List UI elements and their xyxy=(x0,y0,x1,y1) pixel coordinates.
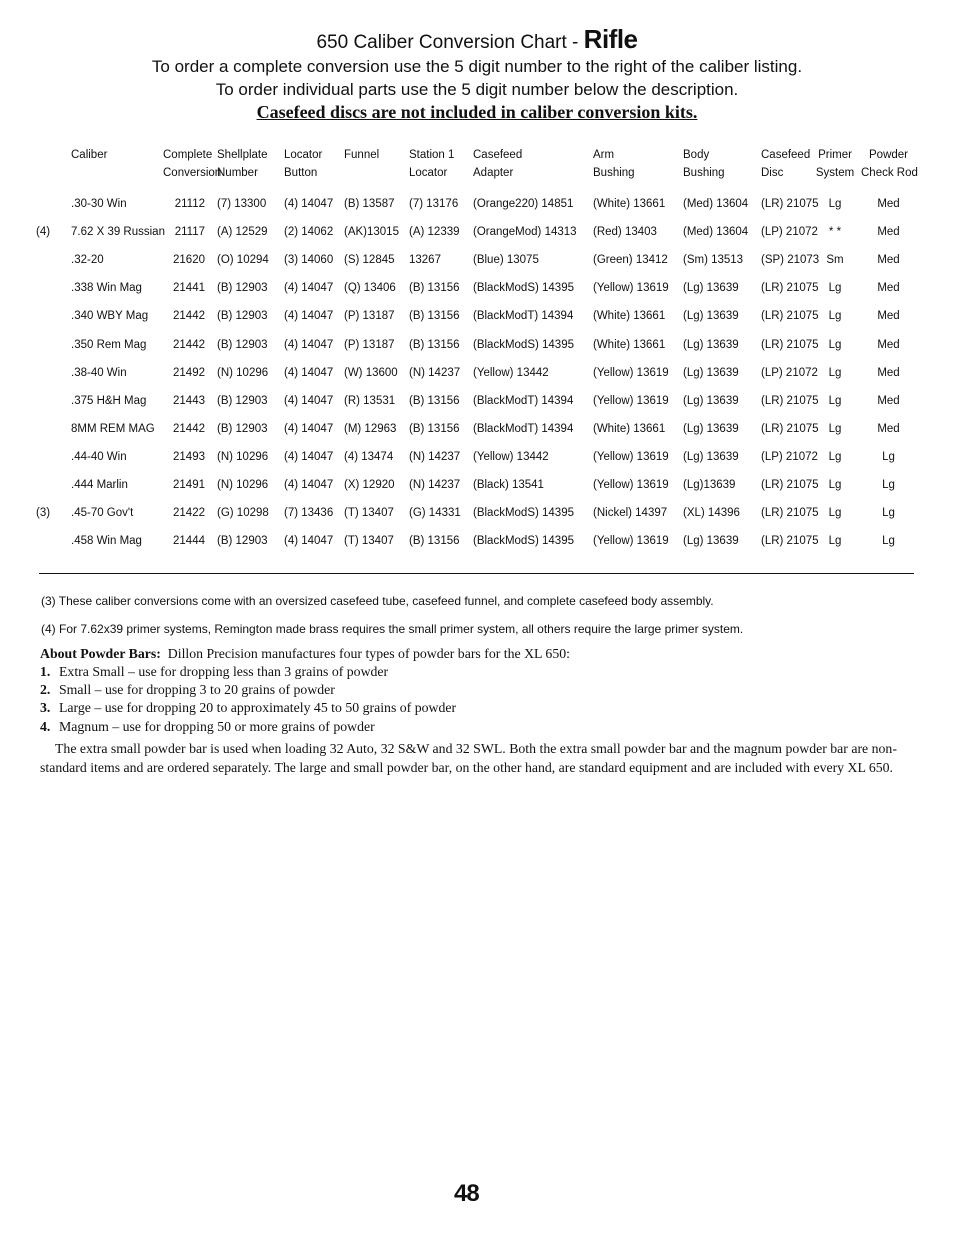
table-cell: (BlackModS) 14395 xyxy=(473,282,574,295)
page-title xyxy=(0,24,954,58)
table-cell: (BlackModT) 14394 xyxy=(473,422,574,435)
table-row xyxy=(36,499,916,527)
table-cell xyxy=(36,274,71,302)
table-cell: 21620 xyxy=(173,254,205,267)
column-header-line1: Arm xyxy=(593,149,615,161)
table-cell: (O) 10294 xyxy=(217,254,269,267)
table-cell: (Yellow) 13619 xyxy=(593,282,669,295)
table-cell xyxy=(36,387,71,415)
column-header-line1: Powder xyxy=(869,149,908,161)
table-cell: 21442 xyxy=(173,338,205,351)
table-cell: 21422 xyxy=(173,507,205,520)
table-cell: Med xyxy=(877,394,900,407)
table-cell: (7) 13176 xyxy=(409,198,459,211)
table-cell: (B) 12903 xyxy=(217,282,268,295)
table-cell: (BlackModT) 14394 xyxy=(473,310,574,323)
table-cell: (4) 14047 xyxy=(284,422,334,435)
table-cell: .38-40 Win xyxy=(71,366,127,379)
table-cell: 21112 xyxy=(174,198,205,211)
conversion-table xyxy=(36,146,916,555)
column-header-line2: Check Rod xyxy=(861,167,918,179)
table-cell: (Lg) 13639 xyxy=(683,535,739,548)
about-heading: About Powder Bars: xyxy=(40,646,161,661)
table-cell: Med xyxy=(877,254,900,267)
table-cell: Med xyxy=(877,366,900,379)
table-cell: .375 H&H Mag xyxy=(71,394,147,407)
table-row xyxy=(36,387,916,415)
table-cell: Lg xyxy=(828,507,842,520)
table-cell xyxy=(36,302,71,330)
column-header-line1: Caliber xyxy=(71,149,108,161)
table-cell: (B) 12903 xyxy=(217,338,268,351)
table-cell: 8MM REM MAG xyxy=(71,422,155,435)
table-cell xyxy=(36,359,71,387)
table-cell: .444 Marlin xyxy=(71,478,128,491)
table-cell: (OrangeMod) 14313 xyxy=(473,226,577,239)
column-header xyxy=(749,146,809,190)
table-cell: 21493 xyxy=(173,450,205,463)
list-item-text: Extra Small – use for dropping less than 3 grains of powder xyxy=(59,664,389,679)
table-cell: 21444 xyxy=(173,535,205,548)
table-cell: (White) 13661 xyxy=(593,310,666,323)
table-cell: (N) 10296 xyxy=(217,366,269,379)
column-header xyxy=(36,146,71,190)
table-cell: (B) 12903 xyxy=(217,310,268,323)
table-cell: (T) 13407 xyxy=(344,507,394,520)
instruction-parts: To order individual parts use the 5 digit number below the description. xyxy=(215,80,739,99)
table-cell: .458 Win Mag xyxy=(71,535,142,548)
table-cell: 21442 xyxy=(173,422,205,435)
casefeed-notice: Casefeed discs are not included in caliber conversion kits. xyxy=(256,102,698,122)
table-cell: (G) 14331 xyxy=(409,507,461,520)
table-cell: (Green) 13412 xyxy=(593,254,668,267)
table-cell: Lg xyxy=(828,394,842,407)
table-cell: (XL) 14396 xyxy=(683,507,740,520)
table-cell: Lg xyxy=(828,535,842,548)
table-cell: (Orange220) 14851 xyxy=(473,198,574,211)
table-cell: (LR) 21075 xyxy=(761,422,819,435)
column-header xyxy=(332,146,397,190)
table-row xyxy=(36,274,916,302)
table-cell: Med xyxy=(877,422,900,435)
table-row xyxy=(36,246,916,274)
table-cell: 21491 xyxy=(173,478,205,491)
table-cell: (P) 13187 xyxy=(344,338,395,351)
table-cell: Lg xyxy=(882,507,895,520)
table-cell: (Lg) 13639 xyxy=(683,422,739,435)
table-cell: (Nickel) 14397 xyxy=(593,507,668,520)
table-cell: .44-40 Win xyxy=(71,450,127,463)
table-cell: 13267 xyxy=(409,254,441,267)
table-cell: (B) 13156 xyxy=(409,338,460,351)
table-cell: (X) 12920 xyxy=(344,478,395,491)
list-item-number: 4. xyxy=(40,719,51,734)
table-cell: (P) 13187 xyxy=(344,310,395,323)
table-cell: Lg xyxy=(828,282,842,295)
footnote-3: (3) These caliber conversions come with an oversized casefeed tube, casefeed funnel, and complete casefeed body assembly. xyxy=(41,594,714,608)
column-header xyxy=(397,146,461,190)
table-cell: (LR) 21075 xyxy=(761,507,819,520)
table-row xyxy=(36,415,916,443)
table-cell: (LR) 21075 xyxy=(761,394,819,407)
table-cell: (4) 14047 xyxy=(284,338,334,351)
table-cell: (Med) 13604 xyxy=(683,198,749,211)
table-row xyxy=(36,190,916,218)
column-header-line2: Bushing xyxy=(593,167,635,179)
column-header-line2: System xyxy=(815,167,855,179)
table-cell: (Med) 13604 xyxy=(683,226,749,239)
table-cell: 21492 xyxy=(173,366,205,379)
table-cell: (BlackModT) 14394 xyxy=(473,394,574,407)
table-cell: Med xyxy=(877,282,900,295)
table-header-row xyxy=(36,146,916,190)
table-cell: (BlackModS) 14395 xyxy=(473,507,574,520)
table-cell xyxy=(36,190,71,218)
list-item xyxy=(40,718,375,737)
list-item xyxy=(40,681,335,700)
table-cell: 21443 xyxy=(173,394,205,407)
list-item-number: 3. xyxy=(40,700,51,715)
table-cell: (4) 14047 xyxy=(284,198,334,211)
table-cell: Lg xyxy=(882,535,895,548)
table-cell: (B) 13156 xyxy=(409,535,460,548)
table-row xyxy=(36,359,916,387)
table-cell: (Red) 13403 xyxy=(593,226,657,239)
table-cell: (N) 14237 xyxy=(409,478,461,491)
table-cell: (A) 12529 xyxy=(217,226,268,239)
column-header xyxy=(861,146,916,190)
table-cell: (LR) 21075 xyxy=(761,338,819,351)
table-cell: (BlackModS) 14395 xyxy=(473,338,574,351)
table-cell: (4) 14047 xyxy=(284,478,334,491)
column-header-line1: Funnel xyxy=(344,149,380,161)
table-cell: (B) 13156 xyxy=(409,282,460,295)
table-cell: (3) xyxy=(36,507,51,520)
column-header xyxy=(671,146,749,190)
table-cell: (4) 14047 xyxy=(284,366,334,379)
table-cell: (Lg) 13639 xyxy=(683,282,739,295)
column-header xyxy=(71,146,163,190)
table-cell: (Lg) 13639 xyxy=(683,450,739,463)
title-prefix: 650 Caliber Conversion Chart - xyxy=(316,32,584,53)
table-cell: (3) 14060 xyxy=(284,254,334,267)
table-row xyxy=(36,527,916,555)
table-cell xyxy=(36,443,71,471)
table-cell: .30-30 Win xyxy=(71,198,127,211)
table-cell: (N) 14237 xyxy=(409,366,461,379)
table-cell: (A) 12339 xyxy=(409,226,460,239)
column-header xyxy=(581,146,671,190)
table-cell: (Yellow) 13619 xyxy=(593,366,669,379)
table-cell: Lg xyxy=(828,310,842,323)
table-cell: Lg xyxy=(882,450,895,463)
table-cell: (4) xyxy=(36,226,51,239)
table-cell: (N) 10296 xyxy=(217,478,269,491)
table-cell: (4) 14047 xyxy=(284,282,334,295)
table-cell: .350 Rem Mag xyxy=(71,338,147,351)
list-item-text: Large – use for dropping 20 to approximately 45 to 50 grains of powder xyxy=(59,700,457,715)
column-header-line1: Primer xyxy=(818,149,852,161)
footnote-4: (4) For 7.62x39 primer systems, Remington made brass requires the small primer system, all others require the large primer system. xyxy=(41,622,744,636)
table-cell: (Yellow) 13619 xyxy=(593,450,669,463)
table-cell: (LR) 21075 xyxy=(761,282,819,295)
column-header-line1: Body xyxy=(683,149,710,161)
table-cell: 21117 xyxy=(174,226,205,239)
column-header xyxy=(461,146,581,190)
table-cell: 7.62 X 39 Russian xyxy=(71,226,165,239)
table-cell: (2) 14062 xyxy=(284,226,334,239)
column-header xyxy=(809,146,861,190)
table-cell: (White) 13661 xyxy=(593,198,666,211)
column-header-line2: Bushing xyxy=(683,167,725,179)
table-cell: (M) 12963 xyxy=(344,422,397,435)
table-cell: (7) 13300 xyxy=(217,198,267,211)
column-header xyxy=(272,146,332,190)
table-cell: Lg xyxy=(828,198,842,211)
table-cell: (7) 13436 xyxy=(284,507,334,520)
table-cell: (Lg)13639 xyxy=(683,478,736,491)
column-header-line2: Conversion xyxy=(163,167,222,179)
table-cell: Lg xyxy=(828,422,842,435)
table-row xyxy=(36,218,916,246)
table-cell: (Blue) 13075 xyxy=(473,254,539,267)
table-row xyxy=(36,443,916,471)
column-header-line1: Complete xyxy=(163,149,213,161)
table-cell: (LR) 21075 xyxy=(761,310,819,323)
table-cell: (S) 12845 xyxy=(344,254,395,267)
table-cell: (SP) 21073 xyxy=(761,254,820,267)
table-cell: (4) 14047 xyxy=(284,394,334,407)
table-cell: (Q) 13406 xyxy=(344,282,396,295)
table-cell: (T) 13407 xyxy=(344,535,394,548)
table-cell: (AK)13015 xyxy=(344,226,399,239)
title-emphasis: Rifle xyxy=(583,24,638,54)
table-cell: Lg xyxy=(828,338,842,351)
table-cell: (4) 13474 xyxy=(344,450,394,463)
table-cell: (Yellow) 13619 xyxy=(593,535,669,548)
table-cell: (B) 13156 xyxy=(409,422,460,435)
table-cell: (4) 14047 xyxy=(284,535,334,548)
table-cell: (4) 14047 xyxy=(284,310,334,323)
table-cell: (Yellow) 13442 xyxy=(473,366,549,379)
column-header-line1: Station 1 xyxy=(409,149,455,161)
table-cell: Med xyxy=(877,338,900,351)
table-cell: (White) 13661 xyxy=(593,338,666,351)
table-cell: Lg xyxy=(828,450,842,463)
table-cell: (W) 13600 xyxy=(344,366,398,379)
table-cell: (LP) 21072 xyxy=(761,366,818,379)
column-header-line2: Adapter xyxy=(473,167,514,179)
table-cell xyxy=(36,415,71,443)
table-row xyxy=(36,330,916,358)
table-cell: .340 WBY Mag xyxy=(71,310,149,323)
table-cell: Sm xyxy=(826,254,844,267)
table-cell: (LP) 21072 xyxy=(761,226,818,239)
table-cell: (B) 13156 xyxy=(409,310,460,323)
table-cell: (LP) 21072 xyxy=(761,450,818,463)
powder-bar-paragraph: The extra small powder bar is used when loading 32 Auto, 32 S&W and 32 SWL. Both the extra small powder bar and the magnum powder bar are non-standard items and are ordered separately. The large and small powder bar, on the other hand, are standard equipment and are included with every XL 650. xyxy=(40,741,897,775)
table-cell: (N) 14237 xyxy=(409,450,461,463)
table-cell xyxy=(36,471,71,499)
table-cell: (R) 13531 xyxy=(344,394,396,407)
table-cell: Med xyxy=(877,226,900,239)
list-item-text: Small – use for dropping 3 to 20 grains of powder xyxy=(59,682,335,697)
column-header-line1: Locator xyxy=(284,149,323,161)
table-cell: (4) 14047 xyxy=(284,450,334,463)
table-cell: (White) 13661 xyxy=(593,422,666,435)
table-cell: (Lg) 13639 xyxy=(683,338,739,351)
table-cell: (BlackModS) 14395 xyxy=(473,535,574,548)
table-cell: (Lg) 13639 xyxy=(683,394,739,407)
table-cell xyxy=(36,527,71,555)
divider xyxy=(39,573,914,574)
column-header-line1: Casefeed xyxy=(761,149,811,161)
page-number: 48 xyxy=(454,1180,479,1207)
table-cell xyxy=(36,246,71,274)
list-item-number: 2. xyxy=(40,682,51,697)
table-cell: (Lg) 13639 xyxy=(683,366,739,379)
column-header-line2: Number xyxy=(217,167,258,179)
table-cell: (LR) 21075 xyxy=(761,198,819,211)
list-item xyxy=(40,663,388,682)
table-row xyxy=(36,302,916,330)
column-header-line2: Locator xyxy=(409,167,448,179)
table-cell: (Lg) 13639 xyxy=(683,310,739,323)
table-cell: Med xyxy=(877,198,900,211)
table-cell: Lg xyxy=(828,478,842,491)
table-row xyxy=(36,471,916,499)
table-cell: (Black) 13541 xyxy=(473,478,544,491)
column-header-line1: Casefeed xyxy=(473,149,523,161)
table-cell: (B) 12903 xyxy=(217,394,268,407)
table-cell: 21441 xyxy=(173,282,205,295)
table-cell: (B) 13156 xyxy=(409,394,460,407)
instruction-complete: To order a complete conversion use the 5 digit number to the right of the caliber listing. xyxy=(151,57,803,76)
table-cell: .338 Win Mag xyxy=(71,282,142,295)
column-header-line1: Shellplate xyxy=(217,149,268,161)
table-cell: (Yellow) 13442 xyxy=(473,450,549,463)
table-cell: (Yellow) 13619 xyxy=(593,394,669,407)
list-item-number: 1. xyxy=(40,664,51,679)
table-cell: (G) 10298 xyxy=(217,507,269,520)
table-cell: .32-20 xyxy=(71,254,104,267)
table-cell xyxy=(36,330,71,358)
column-header-line2: Button xyxy=(284,167,318,179)
table-cell: (LR) 21075 xyxy=(761,478,819,491)
table-cell: 21442 xyxy=(173,310,205,323)
list-item xyxy=(40,699,456,718)
list-item-text: Magnum – use for dropping 50 or more grains of powder xyxy=(59,719,375,734)
table-cell: (B) 12903 xyxy=(217,535,268,548)
table-cell: .45-70 Gov't xyxy=(71,507,134,520)
about-powder-bars xyxy=(40,645,900,664)
table-cell: (LR) 21075 xyxy=(761,535,819,548)
table-cell: (Sm) 13513 xyxy=(683,254,744,267)
table-cell: Lg xyxy=(882,478,895,491)
table-cell: (N) 10296 xyxy=(217,450,269,463)
table-cell: Med xyxy=(877,310,900,323)
column-header-line2: Disc xyxy=(761,167,784,179)
column-header xyxy=(163,146,222,190)
table-cell: * * xyxy=(828,226,842,239)
about-intro: Dillon Precision manufactures four types of powder bars for the XL 650: xyxy=(167,646,570,661)
table-cell: (Yellow) 13619 xyxy=(593,478,669,491)
table-cell: (B) 13587 xyxy=(344,198,395,211)
table-cell: (B) 12903 xyxy=(217,422,268,435)
table-cell: Lg xyxy=(828,366,842,379)
